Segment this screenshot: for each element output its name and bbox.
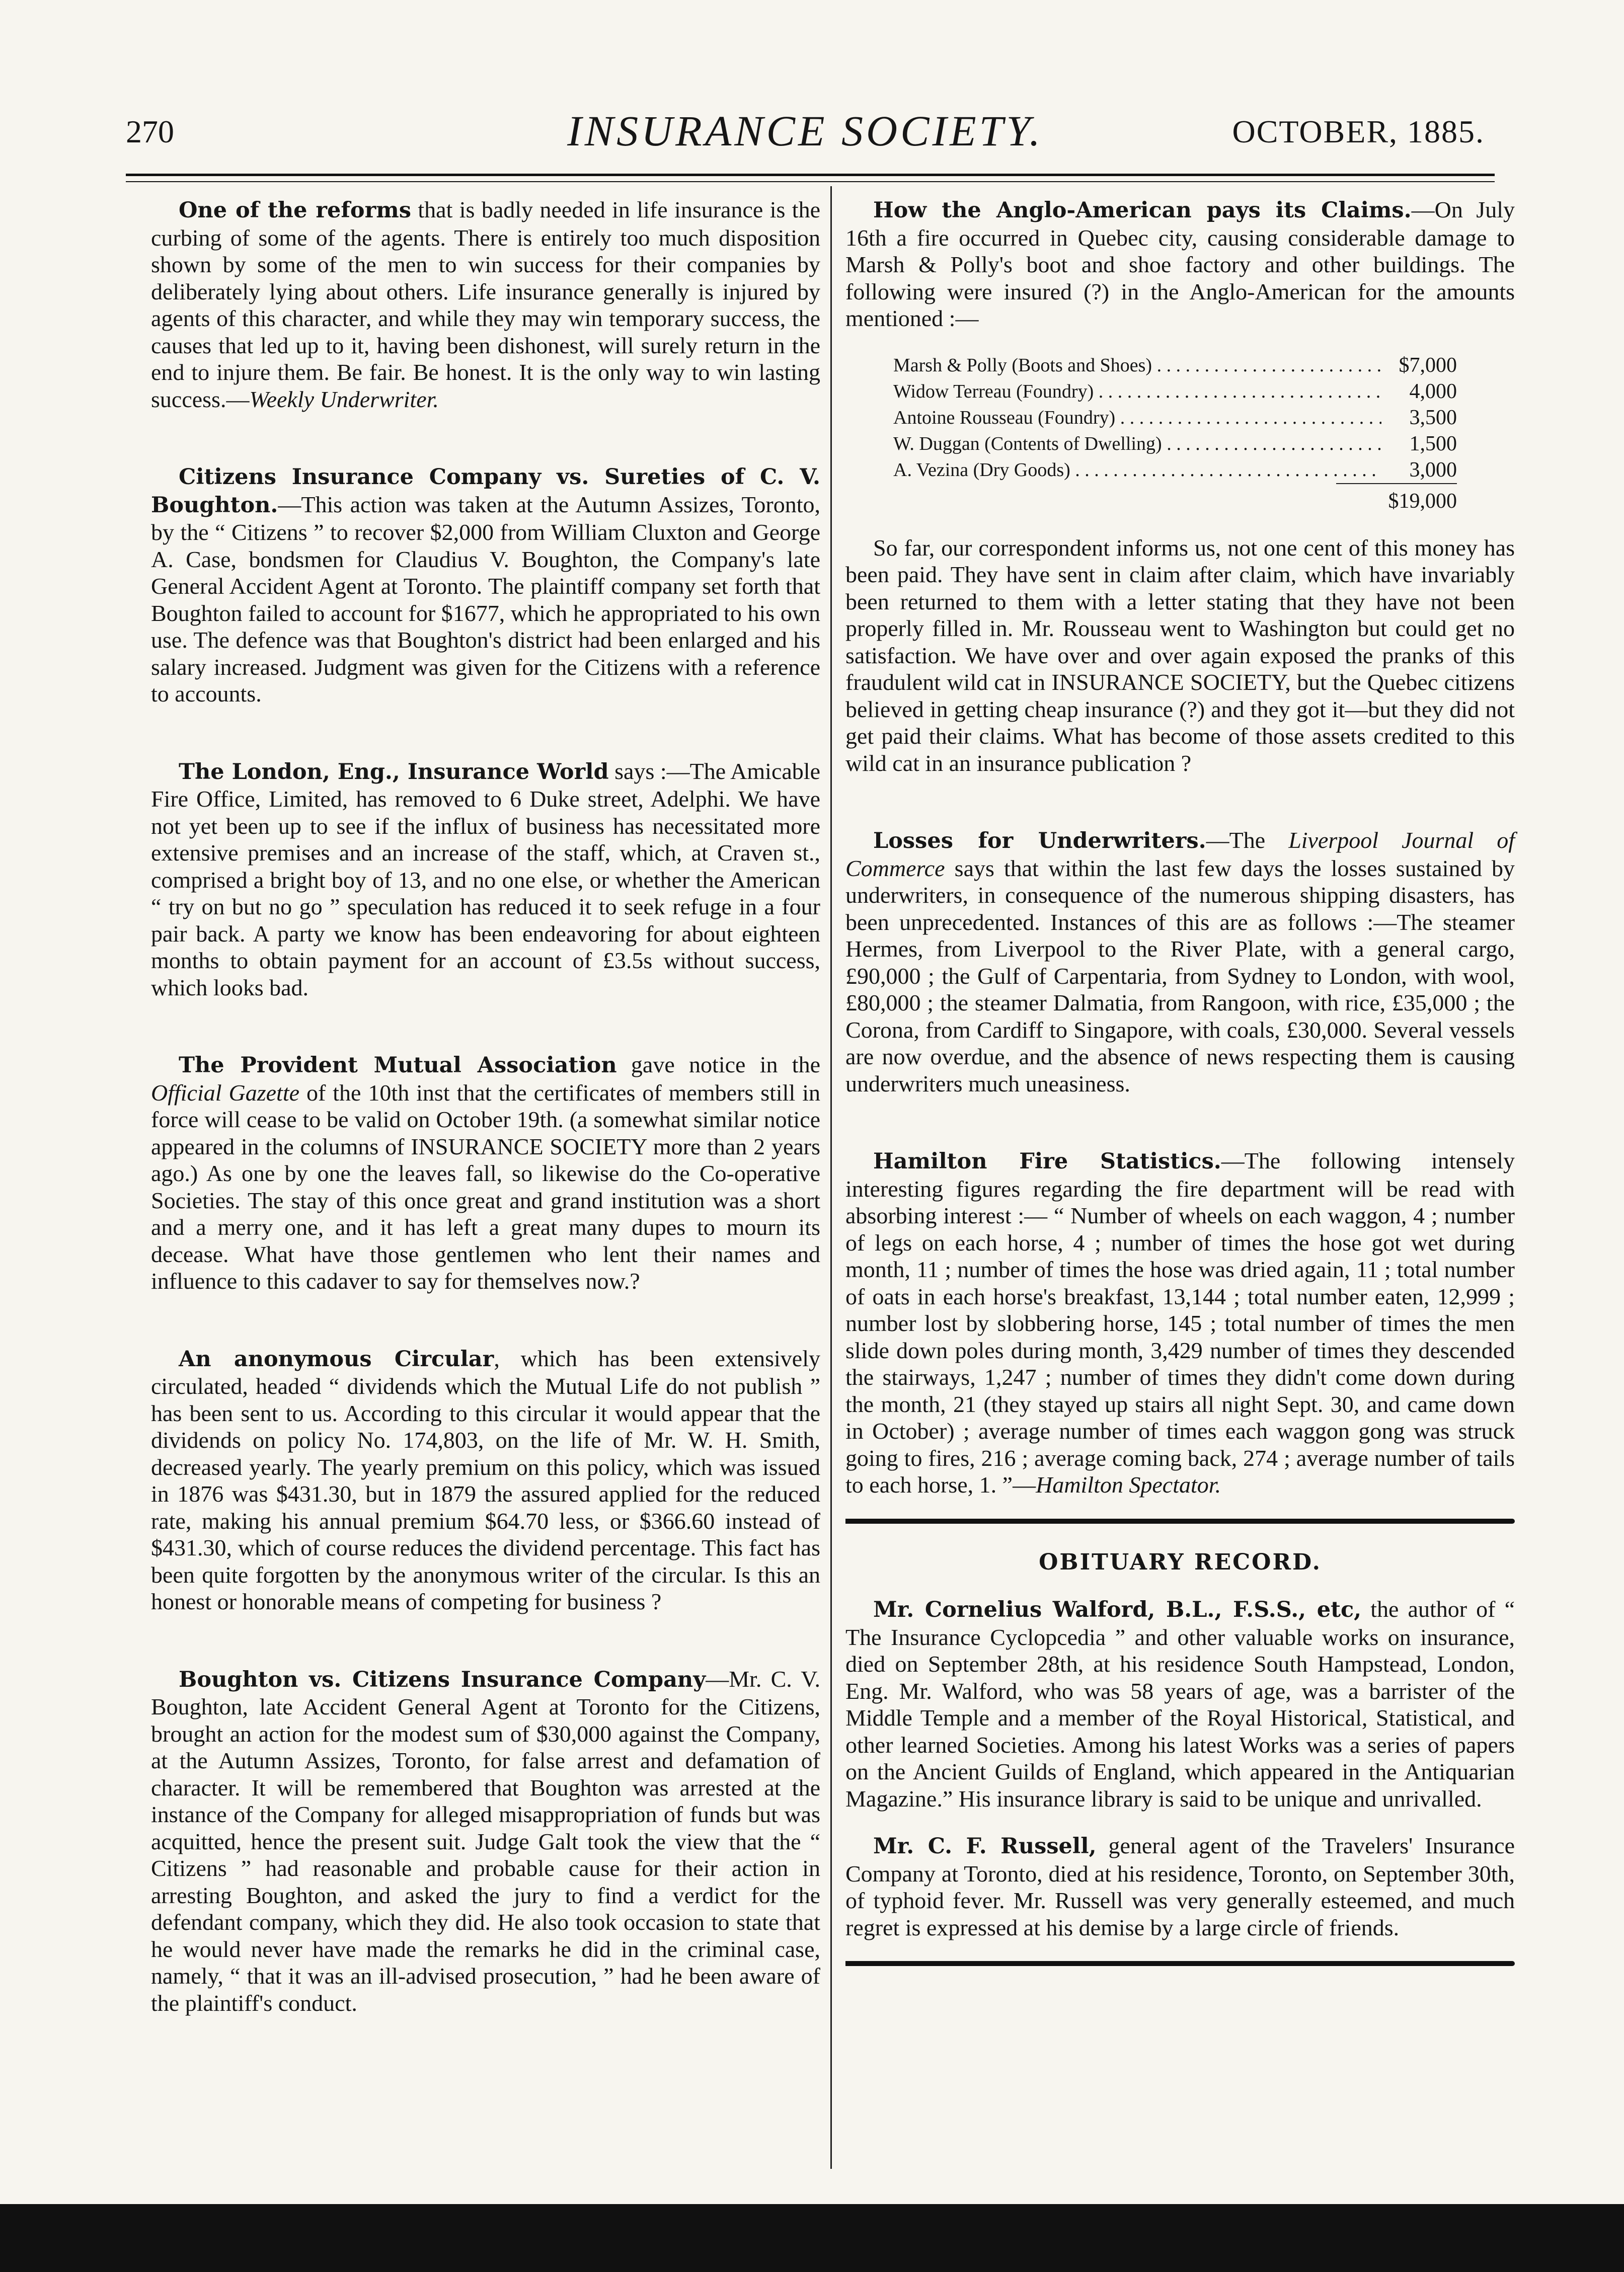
article-losses-underwriters: [845, 827, 1515, 1097]
claims-table: [893, 352, 1457, 514]
obituary-lead: Mr. Cornelius Walford, B.L., F.S.S., etc,: [873, 1597, 1362, 1622]
obituary-walford: [845, 1596, 1515, 1812]
journal-title: INSURANCE SOCIETY.: [567, 107, 1043, 155]
section-rule: [845, 1519, 1515, 1524]
article-anglo-american: [845, 196, 1515, 332]
gazette-name: Official Gazette: [151, 1079, 300, 1106]
article-lead: Boughton vs. Citizens Insurance Company: [179, 1667, 706, 1692]
obituary-heading: OBITUARY RECORD.: [1039, 1549, 1322, 1575]
article-lead: Citizens Insurance Company vs. Sureties of C. V. Boughton.: [151, 464, 820, 518]
article-body: —This action was taken at the Autumn Assizes, Toronto, by the “ Citizens ” to recover $2,000 from William Cluxton and George A. Case, bondsmen for Claudius V. Boughton, the Company's late General Accident Agent at Toronto. The plaintiff company set forth that Boughton failed to account for $1677, which he appropriated to his own use. The defence was that Boughton's district had been enlarged and his salary increased. Judgment was given for the Citizens with a reference to accounts.: [151, 491, 820, 707]
article-lead: The Provident Mutual Association: [179, 1053, 617, 1078]
claim-row: Widow Terreau (Foundry) . . . 4,000: [893, 378, 1457, 405]
article-lead: Losses for Underwriters.: [873, 828, 1206, 853]
article-body: —The following intensely interesting figures regarding the fire department will be read with absorbing interest :— “ Number of wheels on each waggon, 4 ; number of legs on each horse, 4 ; number of times the hose got wet during month, 11 ; number of times the hose was dried again, 11 ; total number of oats in each horse's breakfast, 13,144 ; total number eaten, 12,999 ; number lost by slobbering horse, 145 ; total number of times the men slide down poles during month, 3,429 number of times they descended the stairways, 1,247 ; number of times they didn't come down during the month, 21 (they stayed up stairs all night Sept. 30, and came down in October) ; average number of times each waggon gong was struck going to fires, 216 ; average coming back, 274 ; average number of tails to each horse, 1. ”—: [845, 1148, 1515, 1498]
claim-row: Marsh & Polly (Boots and Shoes) . . . $7,000: [893, 352, 1457, 378]
page-number: 270: [126, 114, 174, 149]
section-rule-end: [845, 1961, 1515, 1966]
obituary-body: general agent of the Travelers' Insurance Company at Toronto, died at his residence, Toronto, on September 30th, of typhoid fever. Mr. Russell was very generally esteemed, and much regret is expressed at his demise by a large circle of friends.: [845, 1833, 1515, 1940]
article-boughton-vs-citizens: [151, 1666, 820, 2017]
article-citizens-sureties: [151, 463, 820, 708]
obituary-body: the author of “ The Insurance Cyclopcedia ” and other valuable works on insurance, died on September 28th, at his residence South Hampstead, London, Eng. Mr. Walford, who was 58 years of age, was a barrister of the Middle Temple and a member of the Royal Historical, Statistical, and other learned Societies. Among his latest Works was a series of papers on the Ancient Guilds of England, which appeared in the Antiquarian Magazine.” His insurance library is said to be unique and unrivalled.: [845, 1596, 1515, 1812]
article-reforms: [151, 196, 820, 413]
claims-total: $19,000: [1336, 483, 1457, 514]
header-rule-thin: [126, 181, 1495, 182]
article-anglo-american-cont: So far, our correspondent informs us, not one cent of this money has been paid. They have sent in claim after claim, which have invariably been returned to them with a letter stating that they have not been properly filled in. Mr. Rousseau went to Washington but could get no satisfaction. We have over and over again exposed the pranks of this fraudulent wild cat in INSURANCE SOCIETY, but the Quebec citizens believed in getting cheap insurance (?) and they got it—but they did not get paid their claims. What has become of those assets credited to this wild cat in an insurance publication ?: [845, 534, 1515, 776]
article-lead: An anonymous Circular: [179, 1346, 494, 1372]
journal-name: Liverpool Journal of Commerce: [845, 827, 1515, 881]
issue-date: OCTOBER, 1885.: [1232, 114, 1485, 149]
right-column: [845, 196, 1515, 1991]
article-body-cont: of the 10th inst that the certificates of members still in force will cease to be valid on October 19th. (a somewhat similar notice appeared in the columns of INSURANCE SOCIETY more than 2 years ago.) As one by one the leaves fall, so likewise do the Co-operative Societies. The stay of this once great and grand institution was a short and a merry one, and it has left a great many dupes to mourn its decease. What have those gentlemen who lent their names and influence to this cadaver to say for themselves now.?: [151, 1079, 820, 1294]
page-header: [126, 106, 1485, 161]
article-body: that is badly needed in life insurance is the curbing of some of the agents. There is entirely too much disposition shown by some of the men to win success for their companies by deliberately lying about others. Life insurance generally is injured by agents of this character, and while they may win temporary success, the causes that led up to it, having been dishonest, will surely return in the end to injure them. Be fair. Be honest. It is the only way to win lasting success.—: [151, 197, 820, 412]
obituary-lead: Mr. C. F. Russell,: [873, 1834, 1097, 1859]
claim-row: A. Vezina (Dry Goods) . . . 3,000: [893, 457, 1457, 483]
article-hamilton-fire: [845, 1147, 1515, 1499]
article-lead: The London, Eng., Insurance World: [179, 759, 609, 785]
obituary-russell: [845, 1832, 1515, 1941]
claim-row: W. Duggan (Contents of Dwelling) . . . 1,500: [893, 431, 1457, 457]
article-lead: Hamilton Fire Statistics.: [873, 1149, 1221, 1174]
article-source: Hamilton Spectator.: [1036, 1472, 1221, 1498]
column-divider: [830, 186, 832, 2169]
article-body: gave notice in the: [616, 1052, 821, 1077]
left-column: [151, 196, 820, 2036]
article-london-insurance-world: [151, 758, 820, 1001]
article-body-cont: says that within the last few days the losses sustained by underwriters, in consequence of the numerous shipping disasters, has been unprecedented. Instances of this are as follows :—The steamer Hermes, from Liverpool to the River Plate, with a general cargo, £90,000 ; the Gulf of Carpentaria, from Sydney to London, with wool, £80,000 ; the steamer Dalmatia, from Rangoon, with rice, £35,000 ; the Corona, from Cardiff to Singapore, with coals, £30,000. Several vessels are now overdue, and the absence of news respecting them is causing underwriters much uneasiness.: [845, 855, 1515, 1096]
article-lead: How the Anglo-American pays its Claims.: [873, 198, 1412, 223]
article-provident-mutual: [151, 1051, 820, 1295]
article-body: , which has been extensively circulated, headed “ dividends which the Mutual Life do not publish ” has been sent to us. According to this circular it would appear that the dividends on policy No. 174,803, on the life of Mr. W. H. Smith, decreased yearly. The yearly premium on this policy, which was issued in 1876 was $431.30, but in 1879 the assured applied for the reduced rate, making his annual premium $64.70 less, or $366.60 instead of $431.30, which of course reduces the dividend percentage. This fact has been quite forgotten by the anonymous writer of the circular. Is this an honest or honorable means of competing for business ?: [151, 1345, 820, 1614]
article-anonymous-circular: [151, 1345, 820, 1615]
article-body: says :—The Amicable Fire Office, Limited, has removed to 6 Duke street, Adelphi. We have not yet been up to see if the influx of business has necessitated more extensive premises and an increase of the staff, which, at Craven st., comprised a bright boy of 13, and no one else, or whether the American “ try on but no go ” speculation has reduced it to seek refuge in a four pair back. A party we know has been endeavoring for about eighteen months to obtain payment for an account of £3.5s without success, which looks bad.: [151, 758, 820, 1000]
article-source: Weekly Underwriter.: [249, 386, 439, 412]
article-body: —On July 16th a fire occurred in Quebec city, causing considerable damage to Marsh & Polly's boot and shoe factory and other buildings. The following were insured (?) in the Anglo-American for the amounts mentioned :—: [845, 197, 1515, 331]
scan-bottom-edge: [0, 2204, 1624, 2272]
claim-row: Antoine Rousseau (Foundry) . . . 3,500: [893, 405, 1457, 431]
article-body: —Mr. C. V. Boughton, late Accident General Agent at Toronto for the Citizens, brought an action for the modest sum of $30,000 against the Company, at the Autumn Assizes, Toronto, for false arrest and defamation of character. It will be remembered that Boughton was arrested at the instance of the Company for alleged misappropriation of funds but was acquitted, hence the present suit. Judge Galt took the view that the “ Citizens ” had reasonable and probable cause for their action in arresting Boughton, and asked the jury to find a verdict for the defendant company, which they did. He also took occasion to state that he would never have made the remarks he did in the criminal case, namely, “ that it was an ill-advised prosecution, ” had he been aware of the plaintiff's conduct.: [151, 1666, 820, 2016]
header-rule: [126, 174, 1495, 176]
article-lead: One of the reforms: [179, 198, 411, 223]
article-body: —The: [1206, 827, 1289, 853]
